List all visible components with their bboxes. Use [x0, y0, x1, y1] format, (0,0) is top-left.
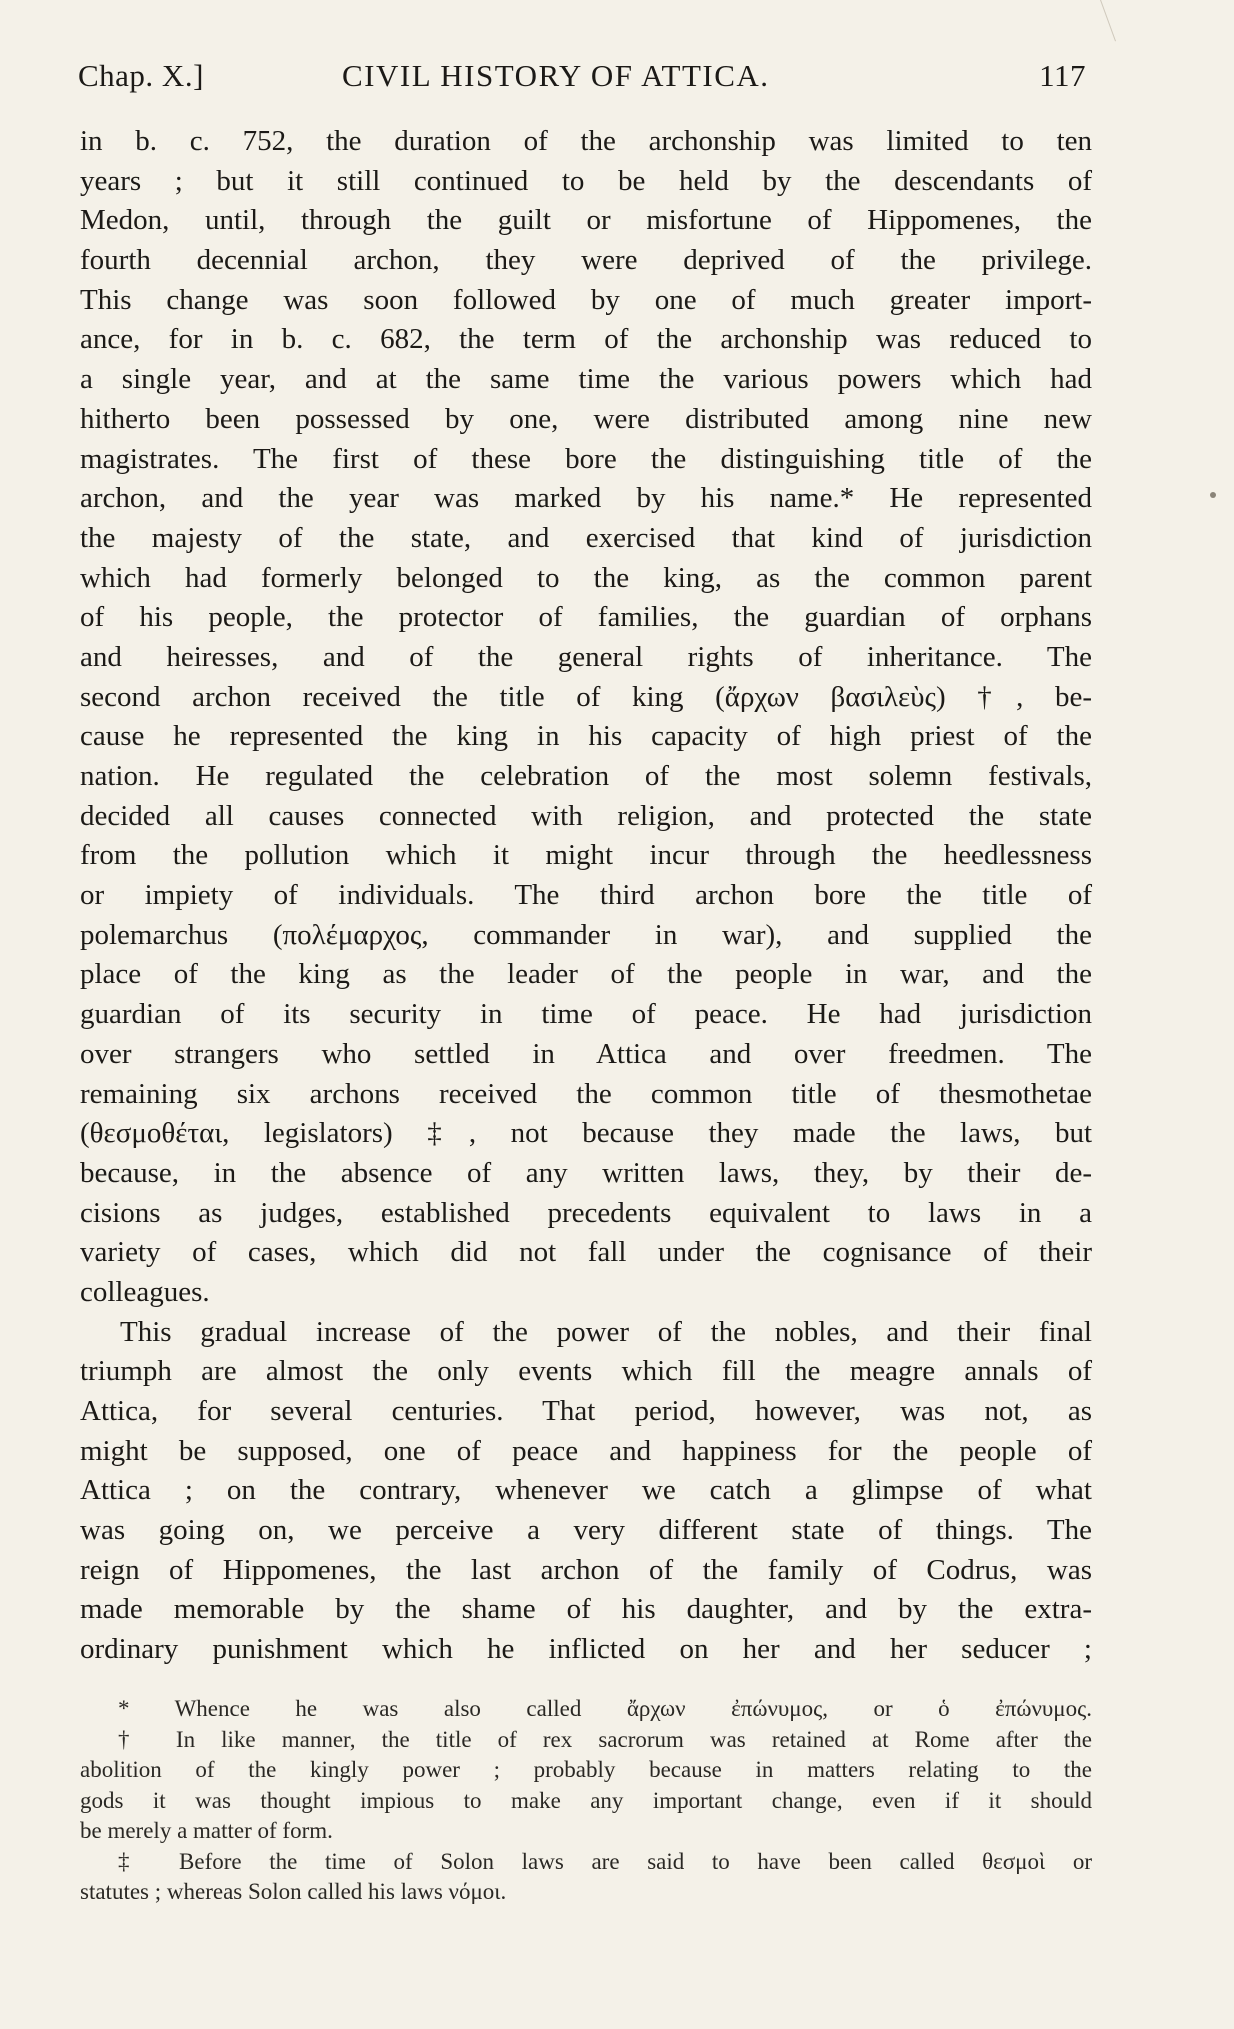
text-line: guardian of its security in time of peace. He had jurisdiction	[80, 998, 1092, 1031]
footnote-line: be merely a matter of form.	[80, 1818, 333, 1843]
text-line: Attica, for several centuries. That period, however, was not, as	[80, 1395, 1092, 1427]
text-line: reign of Hippomenes, the last archon of the family of Codrus, was	[80, 1553, 1092, 1586]
text-line: cisions as judges, established precedents equivalent to laws in a	[80, 1196, 1092, 1229]
text-line: nation. He regulated the celebration of the most solemn festivals,	[80, 760, 1092, 792]
chapter-label: Chap. X.]	[78, 58, 204, 93]
text-line: in b. c. 752, the duration of the archonship was limited to ten	[80, 125, 1092, 157]
text-line: magistrates. The first of these bore the distinguishing title of the	[80, 442, 1092, 475]
text-line: remaining six archons received the common title of thesmothetae	[80, 1077, 1092, 1110]
text-line: from the pollution which it might incur through the heedlessness	[80, 839, 1092, 872]
text-line: colleagues.	[80, 1275, 210, 1308]
page-number: 117	[1039, 58, 1086, 93]
footnote-line: abolition of the kingly power ; probably because in matters relating to the	[80, 1757, 1092, 1782]
text-line: ance, for in b. c. 682, the term of the archonship was reduced to	[80, 323, 1092, 356]
footnote-line: † In like manner, the title of rex sacrorum was retained at Rome after the	[118, 1726, 1092, 1752]
text-line: fourth decennial archon, they were deprived of the privilege.	[80, 244, 1092, 277]
text-line: years ; but it still continued to be held by the descendants of	[80, 164, 1092, 197]
footnote-line: * Whence he was also called ἄρχων ἐπώνυμος, or ὁ ἐπώνυμος.	[118, 1696, 1092, 1721]
text-line: archon, and the year was marked by his name.* He represented	[80, 482, 1092, 515]
page-edge-mark	[1100, 0, 1116, 41]
text-line: and heiresses, and of the general rights of inheritance. The	[80, 640, 1092, 673]
text-line: variety of cases, which did not fall under the cognisance of their	[80, 1236, 1092, 1269]
text-line: second archon received the title of king (ἄρχων βασιλεὺς) †, be-	[80, 680, 1092, 713]
footnote-line: ‡ Before the time of Solon laws are said to have been called θεσμοὶ or	[118, 1848, 1092, 1874]
footnotes	[80, 1694, 1092, 1908]
text-line: the majesty of the state, and exercised that kind of jurisdiction	[80, 521, 1092, 554]
text-line: This gradual increase of the power of the nobles, and their final	[120, 1315, 1092, 1348]
footnote-line: statutes ; whereas Solon called his laws νόμοι.	[80, 1879, 507, 1904]
text-line: or impiety of individuals. The third archon bore the title of	[80, 879, 1092, 912]
text-line: was going on, we perceive a very different state of things. The	[80, 1514, 1092, 1547]
text-line: which had formerly belonged to the king, as the common parent	[80, 561, 1092, 594]
text-line: a single year, and at the same time the various powers which had	[80, 363, 1092, 396]
text-line: hitherto been possessed by one, were distributed among nine new	[80, 402, 1092, 435]
text-line: ordinary punishment which he inflicted on her and her seducer ;	[80, 1633, 1092, 1666]
main-text	[80, 122, 1092, 1670]
running-header	[78, 50, 1094, 100]
text-line: This change was soon followed by one of much greater import-	[80, 283, 1092, 316]
text-line: triumph are almost the only events which fill the meagre annals of	[80, 1355, 1092, 1388]
text-line: of his people, the protector of families, the guardian of orphans	[80, 601, 1092, 634]
text-line: decided all causes connected with religion, and protected the state	[80, 799, 1092, 832]
text-line: (θεσμοθέται, legislators) ‡, not because they made the laws, but	[80, 1117, 1092, 1150]
text-line: because, in the absence of any written laws, they, by their de-	[80, 1156, 1092, 1189]
footnote-line: gods it was thought impious to make any important change, even if it should	[80, 1787, 1092, 1813]
text-line: made memorable by the shame of his daughter, and by the extra-	[80, 1593, 1092, 1626]
text-line: over strangers who settled in Attica and over freedmen. The	[80, 1037, 1092, 1070]
text-line: might be supposed, one of peace and happiness for the people of	[80, 1434, 1092, 1467]
text-line: Attica ; on the contrary, whenever we catch a glimpse of what	[80, 1474, 1092, 1507]
running-title: CIVIL HISTORY OF ATTICA.	[342, 58, 770, 93]
text-line: place of the king as the leader of the people in war, and the	[80, 958, 1092, 991]
text-line: polemarchus (πολέμαρχος, commander in war), and supplied the	[80, 918, 1092, 951]
margin-speck	[1210, 492, 1216, 498]
text-line: cause he represented the king in his capacity of high priest of the	[80, 720, 1092, 753]
text-line: Medon, until, through the guilt or misfortune of Hippomenes, the	[80, 204, 1092, 237]
